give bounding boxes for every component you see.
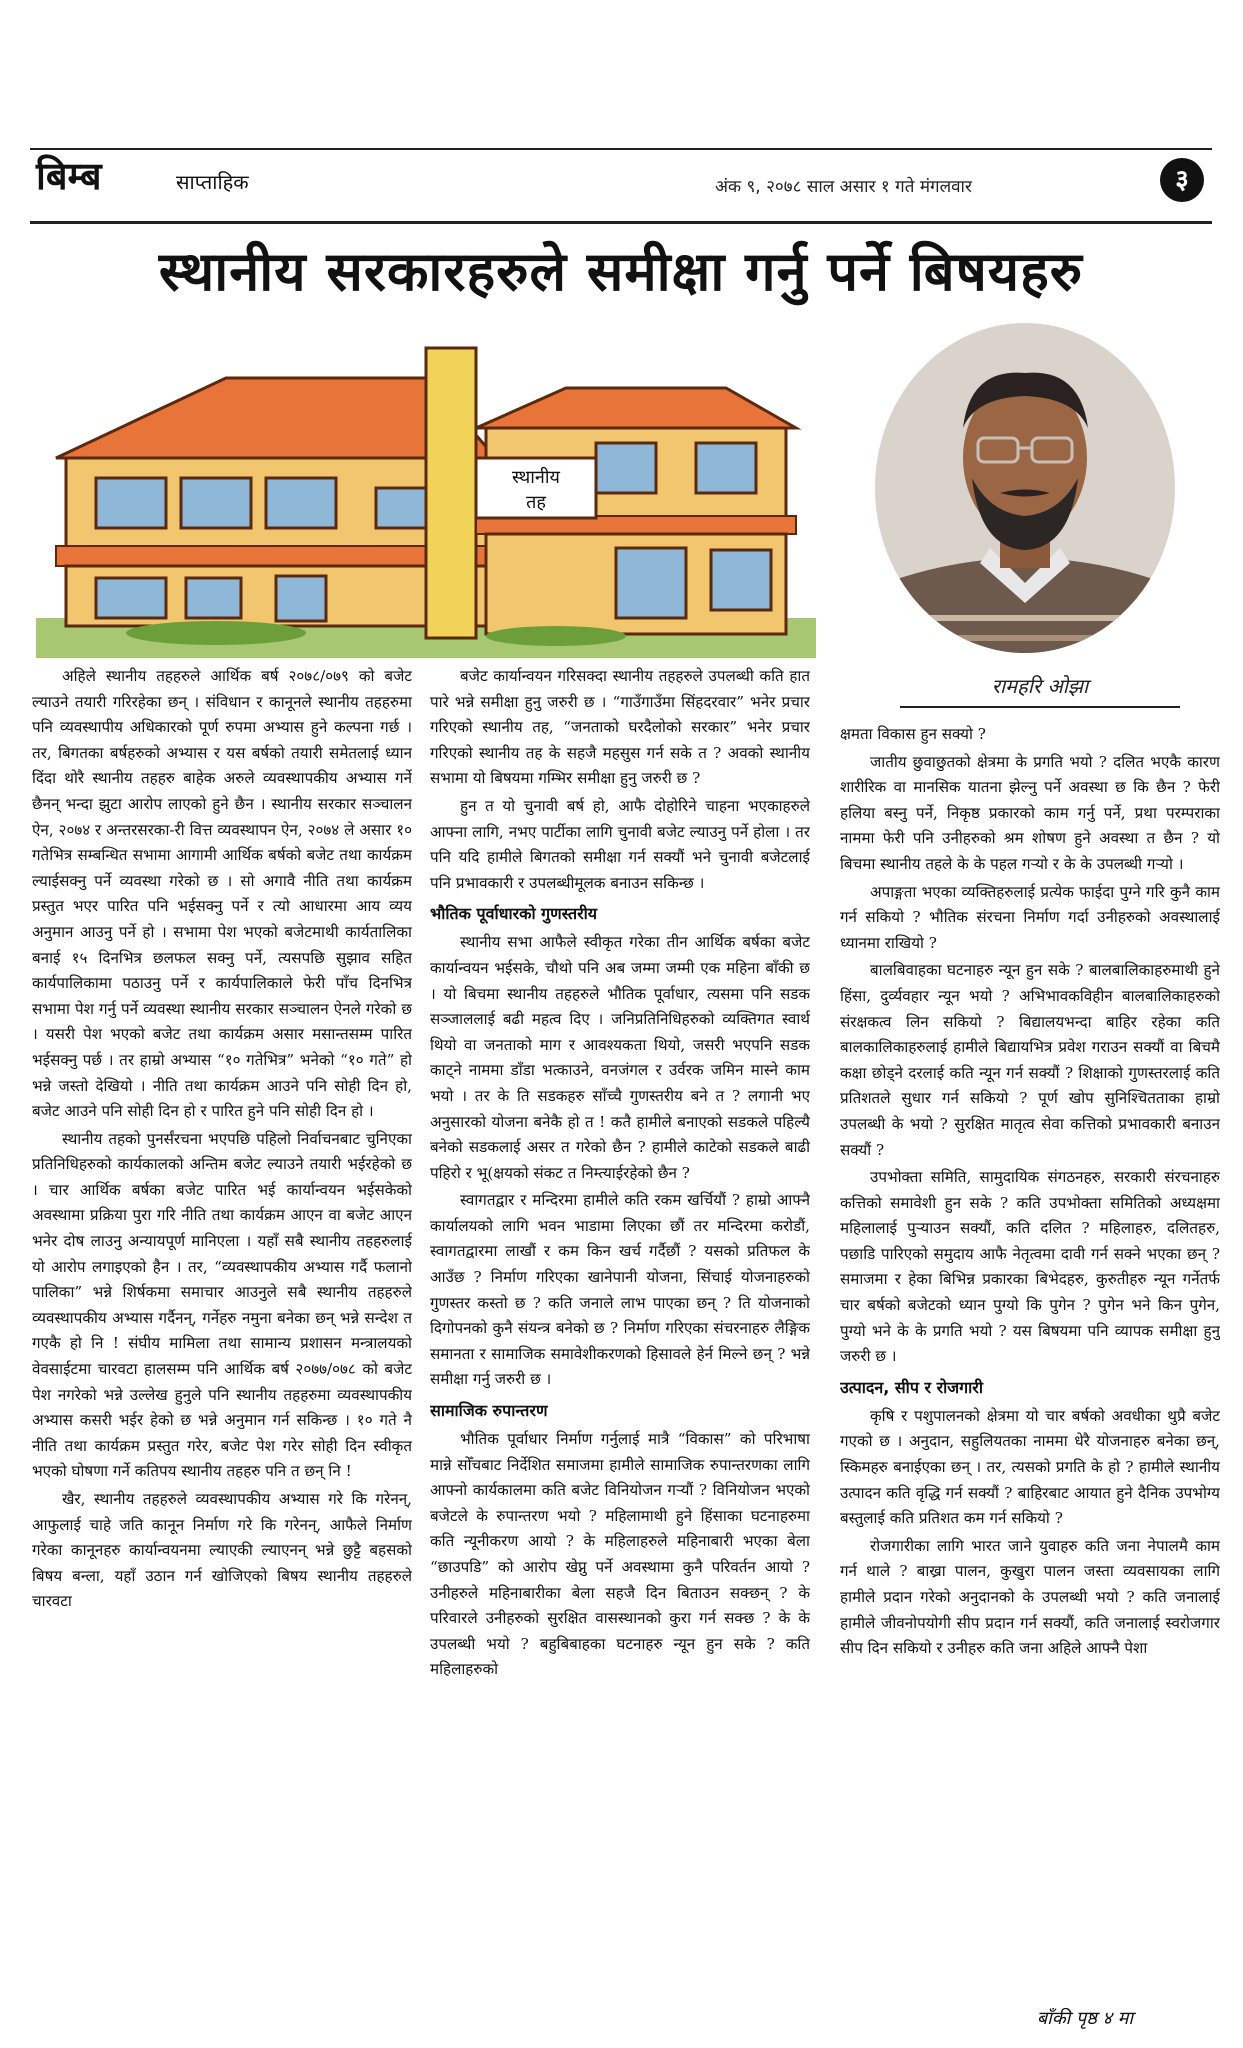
paragraph: जातीय छुवाछुतको क्षेत्रमा के प्रगति भयो ? दलित भएकै कारण शारीरिक वा मानसिक यातना झेल्नु पर्ने अवस्था छ कि छैन ? फेरी हलिया बस्नु पर्ने, निकृष्ठ प्रकारको काम गर्नु पर्ने, प्रथा परम्पराका नाममा फेरी पनि उनीहरुको श्रम शोषण हुने अवस्था त छैन ? यो बिचमा स्थानीय तहले के के पहल गऱ्यो र के के उपलब्धी गऱ्यो ।	[840, 752, 1220, 873]
page-number-badge: ३	[1160, 158, 1204, 202]
paragraph: अपाङ्गता भएका व्यक्तिहरुलाई प्रत्येक फाईदा पुग्ने गरि कुनै काम गर्न सकियो ? भौतिक संरचना निर्माण गर्दा उनीहरुको अवस्थालाई ध्यानमा राखियो ?	[840, 882, 1220, 952]
sign-text-line2: तह	[526, 492, 546, 513]
window-right-lower	[711, 550, 771, 610]
masthead	[30, 148, 1212, 224]
paragraph: उपभोक्ता समिति, सामुदायिक संगठनहरु, सरकारी संरचनाहरु कत्तिको समावेशी हुन सके ? कति उपभोक्ता समितिको अध्यक्षमा महिलालाई पुऱ्याउन सक्यौं, कति दलित ? महिलाहरु, दलितहरु, पछाडि पारिएको समुदाय आफै नेतृत्वमा दावी गर्न सक्ने भएका छन् ? समाजमा र हेका बिभिन्न प्रकारका बिभेदहरु, कुरुतीहरु न्यून गर्नेतर्फ चार बर्षको बजेटको ध्यान पुग्यो कि पुगेन ? पुगेन भने किन पुगेन, पुग्यो भने के के प्रगति भयो ? यस बिषयमा पनि व्यापक समीक्षा हुनु जरुरी छ ।	[840, 1168, 1220, 1366]
section-heading: उत्पादन, सीप र रोजगारी	[840, 1377, 983, 1397]
entrance-door	[616, 548, 686, 618]
page-headline: स्थानीय सरकारहरुले समीक्षा गर्नु पर्ने बिषयहरु	[158, 240, 1084, 303]
shrub-left	[126, 621, 306, 645]
paragraph: क्षमता विकास हुन सक्यो ?	[840, 725, 986, 743]
window-right-upper-2	[696, 443, 756, 493]
brand-subtitle: साप्ताहिक	[176, 170, 249, 194]
author-divider	[900, 706, 1180, 708]
paragraph: बजेट कार्यान्वयन गरिसक्दा स्थानीय तहहरुले उपलब्धी कति हात पारे भन्ने समीक्षा हुनु जरुरी छ । “गाउँगाउँमा सिंहदरवार” भनेर प्रचार गरिएको स्थानीय तह, “जनताको घरदैलोको सरकार” भनेर प्रचार गरिएको स्थानीय तह के सहजै महसुस गर्न सके त ? अवको स्थानीय सभामा यो बिषयमा गम्भिर समीक्षा हुनु जरुरी छ ?	[430, 667, 810, 788]
paragraph: भौतिक पूर्वाधार निर्माण गर्नुलाई मात्रै “विकास” को परिभाषा मान्ने सोँचबाट निर्देशित समाजमा हामीले सामाजिक रुपान्तरणका लागि आफ्नो कार्यकालमा कति बजेट विनियोजन गऱ्यौं ? विनियोजन भएको बजेटले के रुपान्तरण भयो ? महिलामाथी हुने हिंसाका घटनाहरुमा कति न्यूनीकरण आयो ? के महिलाहरुले महिनाबारी भएका बेला “छाउपडि” को आरोप खेप्नु पर्ने अवस्थामा कुनै परिवर्तन आयो ? उनीहरुले महिनाबारीका बेला सहजै दिन बिताउन सक्छन् ? के परिवारले उनीहरुको सुरक्षित वासस्थानको कुरा गर्न सक्छ ? के के उपलब्धी भयो ? बहुबिबाहका घटनाहरु न्यून हुन सके ? कति महिलाहरुको	[430, 1430, 810, 1679]
window-upper-3	[266, 478, 336, 528]
author-name: रामहरि ओझा	[991, 674, 1089, 698]
window-lower-3	[276, 576, 326, 621]
brand-logo: बिम्ब	[36, 154, 102, 198]
paragraph: रोजगारीका लागि भारत जाने युवाहरु कति जना नेपालमै काम गर्न थाले ? बाख्रा पालन, कुखुरा पालन जस्ता व्यवसायका लागि हामीले प्रदान गरेको अनुदानको के उपलब्धी भयो ? कति जनालाई हामीले जीवनोपयोगी सीप प्रदान गर्न सक्यौं, कति जनालाई स्वरोजगार सीप दिन सकियो र उनीहरु कति जना अहिले आफ्नै पेशा	[840, 1536, 1220, 1658]
window-lower-2	[186, 578, 241, 618]
window-right-upper-1	[596, 443, 656, 493]
window-upper-1	[96, 478, 166, 528]
issue-date: अंक ९, २०७८ साल असार १ गते मंगलवार	[715, 177, 972, 197]
window-lower-1	[96, 578, 166, 618]
author-portrait	[860, 318, 1190, 658]
shrub-right	[486, 626, 626, 646]
paragraph: स्थानीय सभा आफैले स्वीकृत गरेका तीन आर्थिक बर्षका बजेट कार्यान्वयन भईसके, चौथो पनि अब जम्मा जम्मी एक महिना बाँकी छ । यो बिचमा स्थानीय तहहरुले भौतिक पूर्वाधार, त्यसमा पनि सडक सञ्जाललाई बढी महत्व दिए । जनिप्रतिनिधिहरुको व्यक्तिगत स्वार्थ थियो वा जनताको माग र आवश्यकता थियो, जसरी भएपनि सडक काट्ने नाममा डाँडा भत्काउने, वनजंगल र उर्वरक जमिन मास्ने काम भयो । तर के ति सडकहरु साँच्चै गुणस्तरीय बने त ? लगानी भए अनुसारको योजना बनेकै हो त ! कतै हामीले बनाएको सडकले पहिल्यै बनेको सडकलाई असर त गरेको छैन ? हामीले काटेको सडकले बाढी पहिरो र भू(क्षयको संकट त निम्त्याईरहेको छैन ?	[430, 933, 810, 1182]
paragraph: कृषि र पशुपालनको क्षेत्रमा यो चार बर्षको अवधीका थुप्रै बजेट गएको छ । अनुदान, सहुलियतका नाममा धेरै योजनाहरु बनेका छन्, स्किमहरु बनाईएका छन् । तर, त्यसको प्रगति के हो ? हामीले स्थानीय उत्पादन कति वृद्धि गर्न सक्यौं ? बाहिरबाट आयात हुने दैनिक उपभोग्य बस्तुलाई कति प्रतिशत कम गर्न सकियो ?	[840, 1406, 1220, 1528]
section-heading: भौतिक पूर्वाधारको गुणस्तरीय	[430, 904, 598, 924]
paragraph: स्वागतद्वार र मन्दिरमा हामीले कति रकम खर्चियौं ? हाम्रो आफ्नै कार्यालयको लागि भवन भाडामा लिएका छौं तर मन्दिरमा करोडौं, स्वागतद्वारमा लाखौं र कम किन खर्च गर्दैछौं ? यसको प्रतिफल के आउँछ ? निर्माण गरिएका खानेपानी योजना, सिंचाई योजनाहरुको गुणस्तर कस्तो छ ? कति जनाले लाभ पाएका छन् ? ति योजनाको दिगोपनको कुनै संयन्त्र बनेको छ ? निर्माण गरिएका संचरनाहरु लैङ्गिक समानता र सामाजिक समावेशीकरणको हिसावले हेर्न मिल्ने छन् ? भन्ने समीक्षा गर्नु जरुरी छ ।	[430, 1191, 810, 1389]
paragraph: खैर, स्थानीय तहहरुले व्यवस्थापकीय अभ्यास गरे कि गरेनन्, आफुलाई चाहे जति कानून निर्माण गरे कि गरेनन्, आफैले निर्माण गरेका कानूनहरु कार्यान्वयनमा ल्याएकी ल्याएनन् भन्ने छुट्टै बहसको बिषय बन्ला, यहाँ उठान गर्न खोजिएको बिषय स्थानीय तहहरुले चारवटा	[32, 1490, 412, 1611]
article-column-2	[430, 664, 810, 2036]
article-column-3	[840, 722, 1220, 2012]
sweater	[880, 558, 1170, 658]
sign-text-line1: स्थानीय	[512, 467, 560, 488]
article-column-1	[32, 664, 412, 2036]
entrance-tower	[426, 348, 476, 638]
paragraph: अहिले स्थानीय तहहरुले आर्थिक बर्ष २०७८/०७९ को बजेट ल्याउने तयारी गरिरहेका छन् । संविधान र कानूनले स्थानीय तहहरुमा पनि व्यवस्थापीय अधिकारको पूर्ण रुपमा अभ्यास हुने कल्पना गर्छ । तर, बिगतका बर्षहरुको अभ्यास र यस बर्षको तयारी समेतलाई ध्यान दिंदा थोरै स्थानीय तहहरु बाहेक अरुले व्यवस्थापकीय अभ्यास गर्ने छैनन् भन्दा झुटा आरोप लाएको हुने छैन । स्थानीय सरकार सञ्चालन ऐन, २०७४ र अन्तरसरका-री वित्त व्यवस्थापन ऐन, २०७४ ले असार १० गतेभित्र सम्बन्धित सभामा आगामी आर्थिक बर्षको बजेट तथा कार्यक्रम ल्याईसक्नु पर्ने व्यवस्था गरेको छ । सो अगावै नीति तथा कार्यक्रम प्रस्तुत भएर पारित पनि भईसक्नु पर्ने र त्यो आधारमा आय व्यय अनुमान आउनु पर्ने हो । सभामा पेश भएको बजेटमाथी कार्यतालिका बनाई १५ दिनभित्र छलफल सक्नु पर्ने, त्यसपछि सुझाव सहित कार्यपालिकामा पठाउनु पर्ने र कार्यपालिकाले फेरी पाँच दिनभित्र सभामा पेश गर्नु पर्ने व्यवस्था स्थानीय सरकार सञ्चालन ऐनले गरेको छ । यसरी पेश भएको बजेट तथा कार्यक्रम असार मसान्तसम्म पारित भईसक्नु पर्छ । तर हाम्रो अभ्यास “१० गतेभित्र” भनेको “१० गते” हो भन्ने जस्तो देखियो । नीति तथा कार्यक्रम आउने पनि सोही दिन हो, बजेट आउने पनि सोही दिन हो र पारित हुने पनि सोही दिन हो ।	[32, 667, 412, 1121]
paragraph: स्थानीय तहको पुनर्संरचना भएपछि पहिलो निर्वाचनबाट चुनिएका प्रतिनिधिहरुको कार्यकालको अन्तिम बजेट ल्याउने तयारी भईरहेको छ । चार आर्थिक बर्षका बजेट पारित भई कार्यान्वयन भईसकेको अवस्थामा प्रक्रिया पुरा गरि नीति तथा कार्यक्रम आएन वा बजेट आएन भनेर दोष लाउनु अन्यायपूर्ण मानिएला । यहाँ सबै स्थानीय तहहरुलाई यो आरोप लगाइएको हैन । तर, “व्यवस्थापकीय अभ्यास गर्दै फलानो पालिका” भन्ने शिर्षकमा समाचार आउनुले सबै स्थानीय तहहरुले व्यवस्थापकीय अभ्यास गर्दैनन्, गर्नेहरु नमुना बनेका छन् भन्ने सन्देश त गएकै हो नि ! संघीय मामिला तथा सामान्य प्रशासन मन्त्रालयको वेवसाईटमा चारवटा हालसम्म पनि आर्थिक बर्ष २०७७/०७८ को बजेट पेश नगरेको भन्ने उल्लेख हुनुले पनि स्थानीय तहहरुमा व्यवस्थापकीय अभ्यास कसरी भईर हेको छ भन्ने अनुमान गर्न सकिन्छ । १० गते नै नीति तथा कार्यक्रम प्रस्तुत गरेर, बजेट पेश गरेर सोही दिन स्वीकृत भएको घोषणा गर्ने कतिपय स्थानीय तहहरु पनि त छन् नि !	[32, 1129, 412, 1481]
window-upper-2	[181, 478, 251, 528]
local-government-building-illustration	[36, 318, 816, 658]
paragraph: हुन त यो चुनावी बर्ष हो, आफै दोहोरिने चाहना भएकाहरुले आफ्ना लागि, नभए पार्टीका लागि चुनावी बजेट ल्याउनु पर्ने होला । तर पनि यदि हामीले बिगतको समीक्षा गर्न सक्यौं भने चुनावी बजेटलाई पनि प्रभावकारी र उपलब्धीमूलक बनाउन सकिन्छ ।	[430, 796, 810, 892]
continued-on-page-note: बाँकी पृष्ठ ४ मा	[1036, 2008, 1134, 2029]
section-heading: सामाजिक रुपान्तरण	[430, 1401, 548, 1421]
paragraph: बालबिवाहका घटनाहरु न्यून हुन सके ? बालबालिकाहरुमाथी हुने हिंसा, दुर्व्यवहार न्यून भयो ? अभिभावकविहीन बालबालिकाहरुको संरक्षकत्व लिन सकियो ? बिद्यालयभन्दा बाहिर रहेका कति बालकालिकाहरुलाई हामीले बिद्यायभित्र प्रवेश गराउन सक्यौं वा बिचमै कक्षा छोड्ने दरलाई कति न्यून गर्न सक्यौं ? शिक्षाको गुणस्तरलाई कति प्रतिशतले सुधार गर्न सकियो ? पूर्ण खोप सुनिश्चितताका हाम्रो उपलब्धी के भयो ? सुरक्षित मातृत्व सेवा कत्तिको प्रभावकारी बनाउन सक्यौं ?	[840, 961, 1220, 1159]
